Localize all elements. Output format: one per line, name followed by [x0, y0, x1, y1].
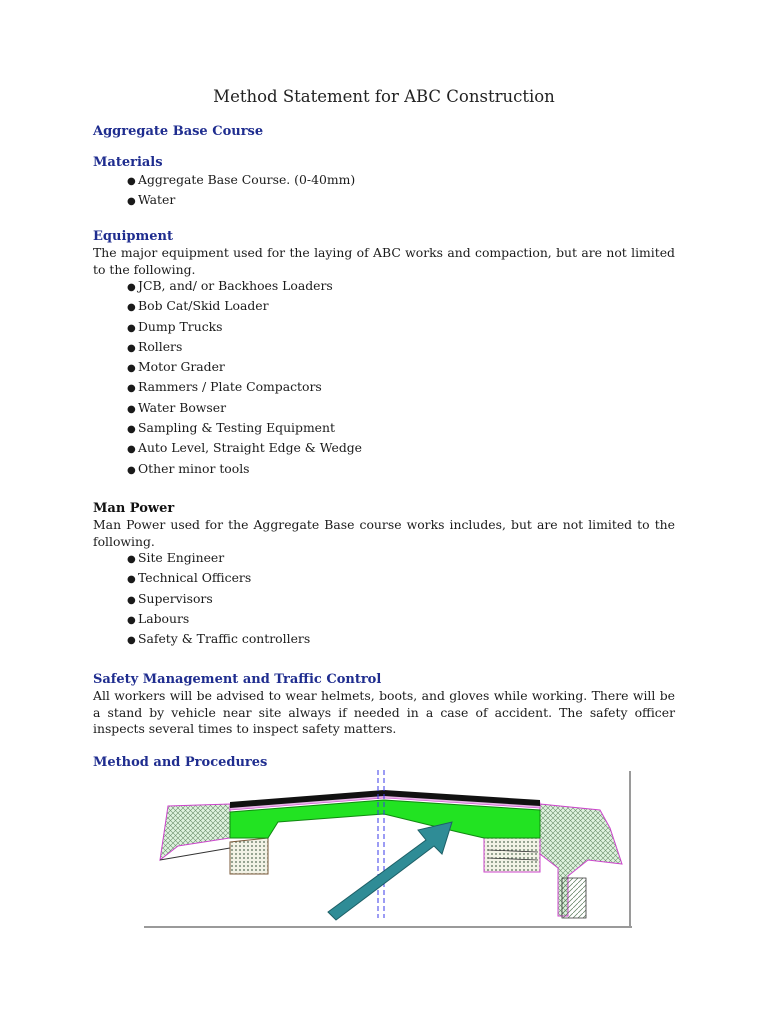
equipment-list: [127, 276, 362, 479]
right-kerb: [484, 838, 540, 872]
list-item: ● JCB, and/ or Backhoes Loaders: [127, 276, 362, 296]
bullet-icon: ●: [127, 464, 136, 476]
arrow-icon: [328, 822, 452, 920]
bullet-icon: ●: [127, 196, 136, 208]
bullet-icon: ●: [127, 424, 136, 436]
safety-heading: Safety Management and Traffic Control: [93, 672, 382, 687]
materials-heading: Materials: [93, 155, 163, 170]
list-item: ● Site Engineer: [127, 548, 310, 568]
list-item: ● Aggregate Base Course. (0-40mm): [127, 170, 355, 190]
equipment-intro: The major equipment used for the laying of ABC works and compaction, but are not limited to the following.: [93, 245, 675, 277]
bullet-icon: ●: [127, 302, 136, 314]
bullet-icon: ●: [127, 383, 136, 395]
list-item: ● Safety & Traffic controllers: [127, 629, 310, 649]
list-item: ● Auto Level, Straight Edge & Wedge: [127, 438, 362, 458]
left-kerb: [230, 838, 268, 874]
list-item: ● Motor Grader: [127, 357, 362, 377]
bullet-icon: ●: [127, 176, 136, 187]
bullet-icon: ●: [127, 282, 136, 293]
bullet-icon: ●: [127, 635, 136, 647]
manpower-heading: Man Power: [93, 501, 175, 516]
equipment-heading: Equipment: [93, 229, 173, 244]
document-title: Method Statement for ABC Construction: [213, 87, 555, 106]
list-item: ● Supervisors: [127, 589, 310, 609]
list-item: ● Rammers / Plate Compactors: [127, 377, 362, 397]
bullet-icon: ●: [127, 444, 136, 456]
bullet-icon: ●: [127, 554, 136, 565]
right-drain: [562, 878, 586, 918]
safety-text: All workers will be advised to wear helmets, boots, and gloves while working. There will be a stand by vehicle near site always if needed in a case of accident. The safety officer inspects several times to inspect safety matters.: [93, 688, 675, 736]
road-cross-section-figure: [138, 768, 632, 930]
bullet-icon: ●: [127, 342, 136, 354]
list-item: ● Water Bowser: [127, 398, 362, 418]
left-shoulder: [160, 804, 230, 860]
list-item: ● Bob Cat/Skid Loader: [127, 296, 362, 316]
bullet-icon: ●: [127, 594, 136, 606]
list-item: ● Rollers: [127, 337, 362, 357]
list-item: ● Water: [127, 190, 355, 210]
manpower-list: [127, 548, 310, 649]
bullet-icon: ●: [127, 363, 136, 375]
list-item: ● Labours: [127, 609, 310, 629]
bullet-icon: ●: [127, 574, 136, 586]
bullet-icon: ●: [127, 403, 136, 415]
bullet-icon: ●: [127, 614, 136, 626]
list-item: ● Dump Trucks: [127, 317, 362, 337]
list-item: ● Other minor tools: [127, 459, 362, 479]
list-item: ● Technical Officers: [127, 568, 310, 588]
bullet-icon: ●: [127, 322, 136, 334]
manpower-intro: Man Power used for the Aggregate Base course works includes, but are not limited to the following.: [93, 517, 675, 549]
materials-list: [127, 170, 355, 211]
section-title: Aggregate Base Course: [93, 124, 264, 139]
list-item: ● Sampling & Testing Equipment: [127, 418, 362, 438]
method-heading: Method and Procedures: [93, 755, 268, 770]
